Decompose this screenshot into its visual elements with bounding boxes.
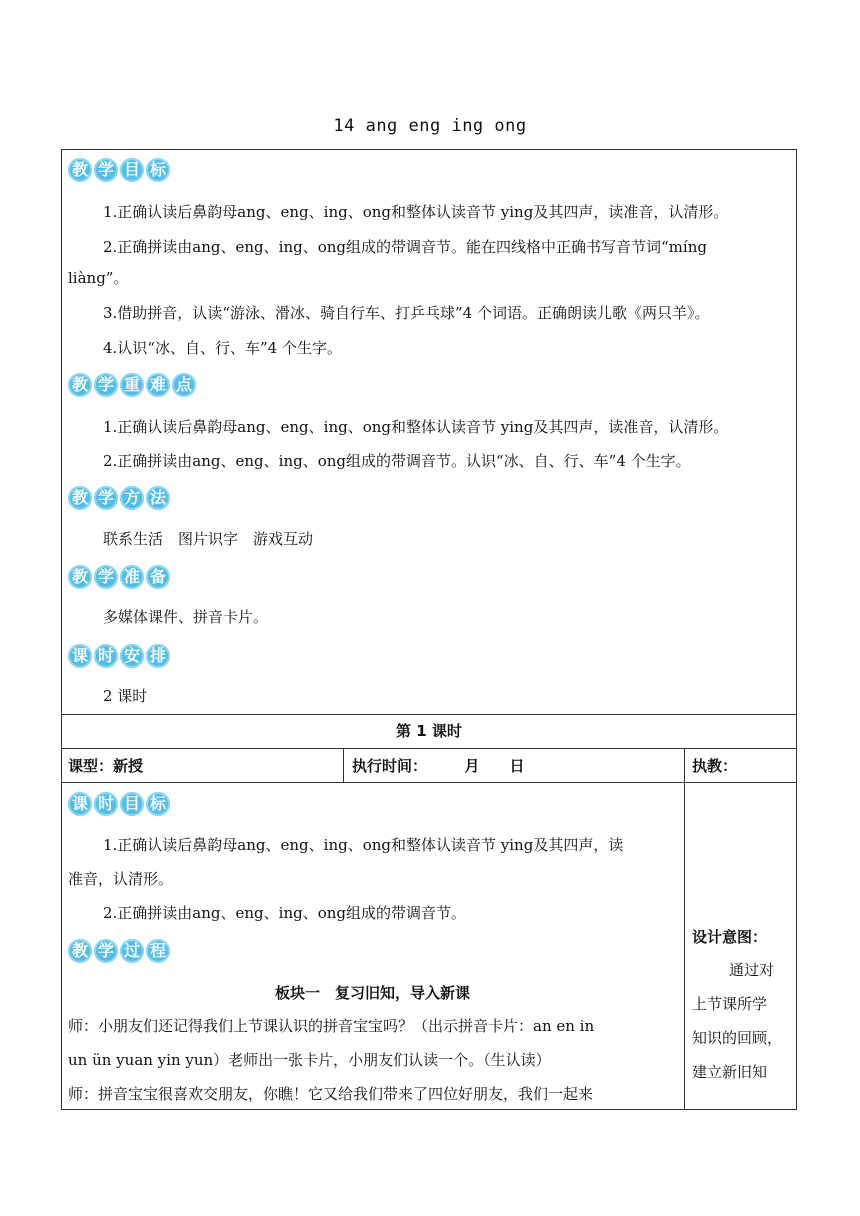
goal-item: 1.正确认读后鼻韵母ang、eng、ing、ong和整体认读音节 ying及其四声，读准音，认清形。 (103, 203, 729, 221)
lesson-goal-item: 1.正确认读后鼻韵母ang、eng、ing、ong和整体认读音节 ying及其四声，读 (103, 836, 624, 854)
teacher-label: 执教： (692, 757, 738, 775)
lesson-heading: 第 1 课时 (396, 722, 462, 740)
page-title: 14 ang eng ing ong (333, 116, 527, 136)
preparation-text: 多媒体课件、拼音卡片。 (103, 608, 269, 626)
block-title: 板块一 复习旧知，导入新课 (274, 984, 470, 1002)
goal-item: 2.正确拼读由ang、eng、ing、ong组成的带调音节。能在四线格中正确书写音节词“míng (103, 238, 707, 256)
row-divider (61, 748, 797, 749)
column-divider (684, 748, 685, 1109)
design-intent-label: 设计意图： (692, 928, 768, 946)
column-divider (343, 748, 344, 782)
lesson-goal-item-continued: 准音，认清形。 (68, 870, 174, 888)
goal-item: 4.认识“冰、自、行、车”4 个生字。 (103, 339, 342, 357)
row-divider (61, 782, 797, 783)
section-badge-methods: 教 学 方 法 (68, 486, 170, 510)
goal-item: 3.借助拼音，认读“游泳、滑冰、骑自行车、打乒乓球”4 个词语。正确朗读儿歌《两只羊》。 (103, 304, 710, 322)
process-line: un ün yuan yin yun）老师出一张卡片，小朋友们认读一个。（生认读） (68, 1051, 551, 1069)
lesson-type: 课型：新授 (68, 757, 144, 775)
design-intent-line: 通过对 (729, 961, 775, 979)
section-badge-preparation: 教 学 准 备 (68, 565, 170, 589)
key-point-item: 1.正确认读后鼻韵母ang、eng、ing、ong和整体认读音节 ying及其四声，读准音，认清形。 (103, 418, 729, 436)
design-intent-line: 上节课所学 (692, 995, 768, 1013)
section-badge-goals: 教 学 目 标 (68, 158, 170, 182)
process-line: 师：拼音宝宝很喜欢交朋友，你瞧！它又给我们带来了四位好朋友，我们一起来 (68, 1085, 594, 1103)
section-badge-process: 教 学 过 程 (68, 939, 170, 963)
schedule-text: 2 课时 (103, 687, 148, 705)
lesson-goal-item: 2.正确拼读由ang、eng、ing、ong组成的带调音节。 (103, 904, 467, 922)
design-intent-line: 建立新旧知 (692, 1063, 768, 1081)
section-badge-schedule: 课 时 安 排 (68, 644, 170, 668)
execution-time: 执行时间： 月 日 (352, 757, 525, 775)
methods-text: 联系生活 图片识字 游戏互动 (103, 530, 314, 548)
section-badge-lesson-goals: 课 时 目 标 (68, 792, 170, 816)
process-line: 师：小朋友们还记得我们上节课认识的拼音宝宝吗？（出示拼音卡片：an en in (68, 1017, 595, 1035)
row-divider (61, 714, 797, 715)
key-point-item: 2.正确拼读由ang、eng、ing、ong组成的带调音节。认识“冰、自、行、车”4 个生字。 (103, 452, 691, 470)
design-intent-line: 知识的回顾， (692, 1029, 783, 1047)
lesson-plan-table (61, 149, 797, 1110)
goal-item-continued: liàng”。 (68, 269, 129, 287)
section-badge-key-points: 教 学 重 难 点 (68, 373, 196, 397)
